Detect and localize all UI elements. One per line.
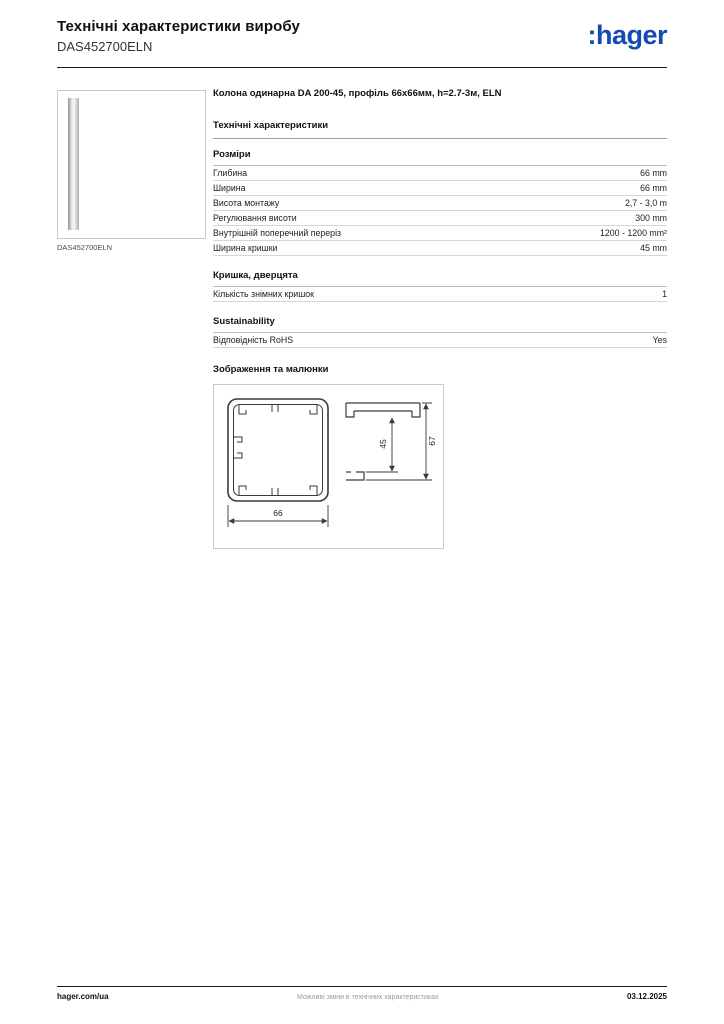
dimension-outer bbox=[366, 403, 432, 480]
spec-value: 1 bbox=[662, 288, 667, 299]
spec-label: Висота монтажу bbox=[213, 197, 280, 208]
footer-disclaimer: Можливі зміни в технічних характеристиках bbox=[297, 994, 439, 1001]
spec-group-dimensions bbox=[213, 149, 667, 256]
column-profile-details bbox=[234, 405, 323, 496]
section-title-tech: Технічні характеристики bbox=[213, 120, 667, 139]
spec-row bbox=[213, 333, 667, 348]
footer bbox=[57, 986, 667, 1001]
product-description: Колона одинарна DA 200-45, профіль 66х66мм, h=2.7-3м, ELN bbox=[213, 88, 502, 99]
spec-value: 2,7 - 3,0 m bbox=[624, 197, 667, 208]
spec-row bbox=[213, 166, 667, 181]
spec-label: Глибина bbox=[213, 167, 248, 178]
group-title: Sustainability bbox=[213, 316, 667, 333]
column-product-photo bbox=[68, 98, 79, 230]
spec-label: Регулювання висоти bbox=[213, 212, 297, 223]
hager-logo: :hager bbox=[587, 20, 667, 50]
dim-width-label: 66 bbox=[273, 508, 283, 518]
spec-value: 45 mm bbox=[640, 242, 667, 253]
dim-inner-label: 45 bbox=[378, 439, 388, 449]
dim-outer-label: 67 bbox=[427, 436, 437, 446]
spec-label: Ширина кришки bbox=[213, 242, 278, 253]
spec-group-sustainability bbox=[213, 316, 667, 348]
footer-url-link[interactable]: hager.com/ua bbox=[57, 992, 109, 1001]
group-title: Розміри bbox=[213, 149, 667, 166]
spec-label: Внутрішній поперечний переріз bbox=[213, 227, 342, 238]
spec-label: Відповідність RoHS bbox=[213, 334, 294, 345]
spec-label: Ширина bbox=[213, 182, 246, 193]
page-title: Технічні характеристики виробу bbox=[57, 18, 300, 35]
header-divider bbox=[57, 67, 667, 68]
profile-cross-section-drawing bbox=[214, 385, 443, 548]
spec-label: Кількість знімних кришок bbox=[213, 288, 315, 299]
spec-row bbox=[213, 241, 667, 256]
group-title: Кришка, дверцята bbox=[213, 270, 667, 287]
footer-date: 03.12.2025 bbox=[626, 992, 667, 1001]
spec-row bbox=[213, 181, 667, 196]
header bbox=[57, 18, 667, 66]
spec-row bbox=[213, 287, 667, 302]
spec-row bbox=[213, 196, 667, 211]
spec-row bbox=[213, 226, 667, 241]
spec-value: 300 mm bbox=[635, 212, 667, 223]
spec-value: 1200 - 1200 mm² bbox=[600, 227, 667, 238]
product-code: DAS452700ELN bbox=[57, 39, 153, 54]
product-image bbox=[57, 90, 206, 239]
product-image-caption: DAS452700ELN bbox=[57, 243, 113, 252]
spec-column bbox=[213, 88, 667, 549]
technical-drawing bbox=[213, 384, 444, 549]
spec-group-cover bbox=[213, 270, 667, 302]
spec-value: 66 mm bbox=[640, 182, 667, 193]
spec-value: Yes bbox=[652, 334, 667, 345]
spec-value: 66 mm bbox=[640, 167, 667, 178]
section-title-images: Зображення та малюнки bbox=[213, 364, 329, 375]
spec-row bbox=[213, 211, 667, 226]
